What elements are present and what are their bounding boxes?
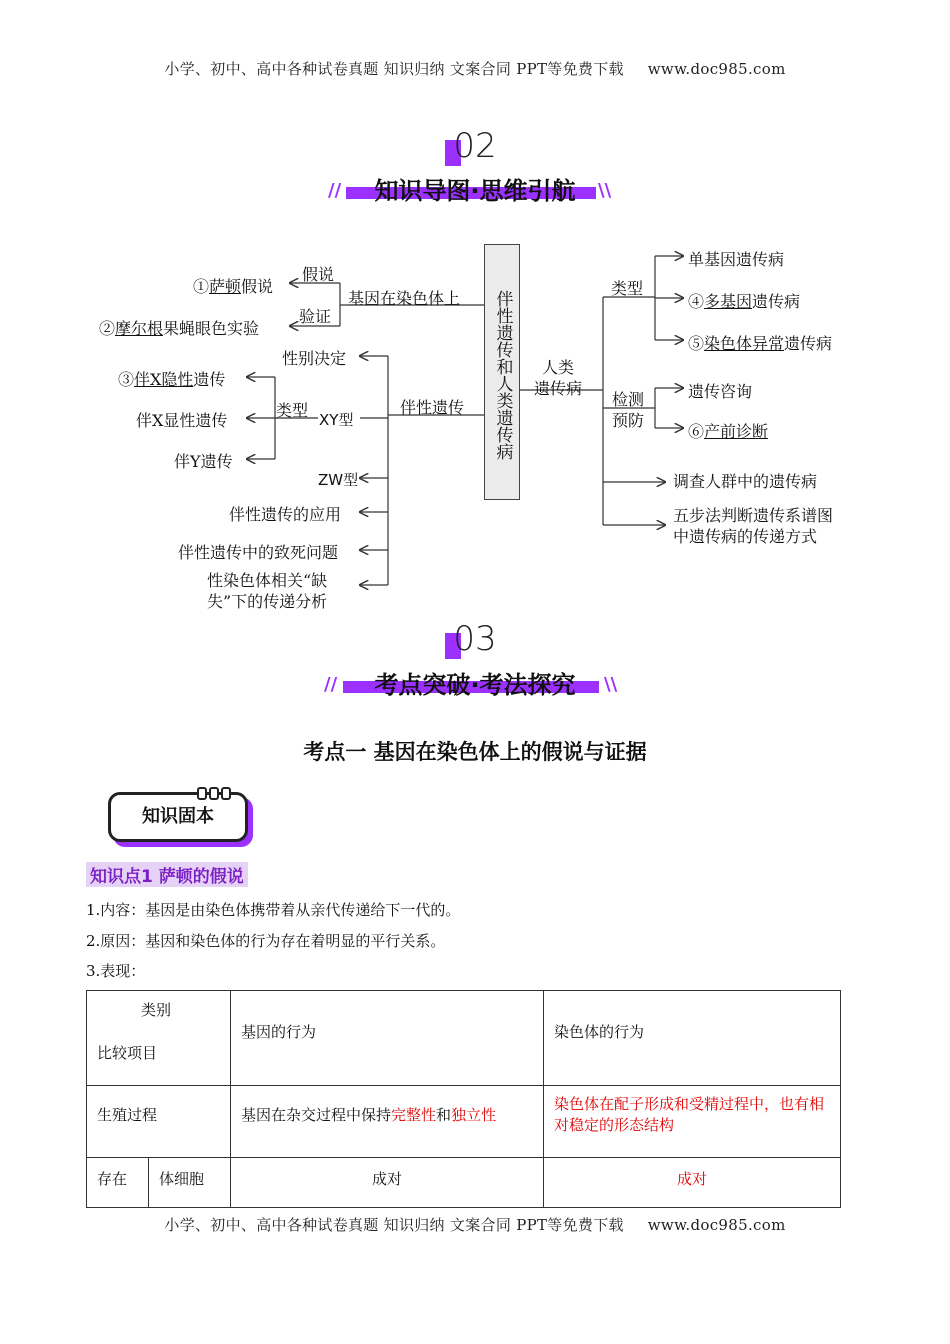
- node-y-linked: 伴Y遗传: [174, 452, 233, 471]
- table-row: [87, 1086, 841, 1158]
- section2-title: 知识导图·思维引航: [374, 177, 576, 205]
- node-zw-type: ZW型: [318, 471, 359, 489]
- node-lethal: 伴性遗传中的致死问题: [178, 543, 339, 562]
- table-header-corner: [87, 991, 231, 1086]
- badge-label: 知识固本: [142, 806, 214, 827]
- node-verify: 验证: [299, 307, 332, 326]
- node-prenatal: ⑥产前诊断: [688, 422, 769, 441]
- table-head-category: 类别: [141, 1001, 172, 1019]
- node-x-recessive: ③伴X隐性遗传: [118, 370, 226, 389]
- node-sutton: ①萨顿假说: [193, 277, 274, 296]
- table-row1-chrom: 染色体在配子形成和受精过程中，也有相对稳定的形态结构: [544, 1086, 841, 1158]
- node-application: 伴性遗传的应用: [229, 505, 342, 524]
- node-detect-line2: 预防: [612, 411, 645, 430]
- paragraph-content: 1.内容：基因是由染色体携带着从亲代传递给下一代的。: [86, 901, 461, 919]
- knowledge-badge: [108, 792, 248, 842]
- node-hypothesis: 假说: [302, 265, 335, 284]
- node-human-line1: 人类: [542, 358, 575, 377]
- node-xy-types-label: 类型: [276, 401, 309, 420]
- node-five-step-line1: 五步法判断遗传系谱图: [673, 506, 834, 525]
- node-multi-gene: ④多基因遗传病: [688, 292, 801, 311]
- node-five-step-line2: 中遗传病的传递方式: [673, 527, 818, 546]
- table-row1-label: 生殖过程: [87, 1086, 231, 1158]
- badge-ring: [209, 787, 219, 800]
- section3-slash-left: //: [324, 674, 338, 695]
- page-footer: [0, 1214, 950, 1235]
- node-missing-line2: 失”下的传递分析: [207, 592, 328, 611]
- paragraph-manifestation: 3.表现：: [86, 962, 146, 980]
- paragraph-reason: 2.原因：基因和染色体的行为存在着明显的平行关系。: [86, 932, 446, 950]
- section2-slash-right: \\: [598, 180, 612, 201]
- node-detect-line1: 检测: [612, 390, 645, 409]
- table-row: [87, 991, 841, 1086]
- node-human-line2: 遗传病: [534, 379, 583, 398]
- node-missing-line1: 性染色体相关“缺: [207, 571, 328, 590]
- table-row: [87, 1158, 841, 1208]
- node-sex-linked: 伴性遗传: [400, 398, 465, 417]
- footer-site: www.doc985.com: [647, 1216, 786, 1234]
- topic-title: 考点一 基因在染色体上的假说与证据: [303, 740, 647, 764]
- header-text: 小学、初中、高中各种试卷真题 知识归纳 文案合同 PPT等免费下载: [164, 60, 624, 78]
- table-row1-gene: 基因在杂交过程中保持完整性和独立性: [231, 1086, 544, 1158]
- section2-slash-left: //: [328, 180, 342, 201]
- knowledge-point-heading: 知识点1 萨顿的假说: [86, 862, 248, 887]
- node-morgan: ②摩尔根果蝇眼色实验: [99, 319, 260, 338]
- table-row2-gene: 成对: [231, 1158, 544, 1208]
- footer-text: 小学、初中、高中各种试卷真题 知识归纳 文案合同 PPT等免费下载: [164, 1216, 624, 1234]
- header-site: www.doc985.com: [647, 60, 786, 78]
- node-counseling: 遗传咨询: [688, 382, 753, 401]
- section2-number: 02: [453, 126, 497, 166]
- node-single-gene: 单基因遗传病: [688, 250, 785, 269]
- node-gene-on-chromosome: 基因在染色体上: [348, 289, 461, 308]
- node-right-types: 类型: [611, 279, 644, 298]
- table-head-chrom: 染色体的行为: [544, 991, 841, 1086]
- comparison-table: [86, 990, 841, 1208]
- node-chromosome-abnormal: ⑤染色体异常遗传病: [688, 334, 833, 353]
- node-survey: 调查人群中的遗传病: [673, 472, 818, 491]
- table-head-gene: 基因的行为: [231, 991, 544, 1086]
- badge-ring: [197, 787, 207, 800]
- node-sex-determination: 性别决定: [282, 349, 347, 368]
- badge-ring: [221, 787, 231, 800]
- section3-title: 考点突破·考法探究: [374, 671, 576, 699]
- node-xy-type: XY型: [319, 411, 354, 429]
- section3-number: 03: [453, 619, 497, 659]
- table-row2-label: 存在: [87, 1158, 149, 1208]
- table-row2-chrom: 成对: [544, 1158, 841, 1208]
- node-x-dominant: 伴X显性遗传: [136, 411, 228, 430]
- section3-slash-right: \\: [604, 674, 618, 695]
- table-head-compare: 比较项目: [97, 1044, 158, 1062]
- mindmap-center: 伴性遗传和人类遗传病: [484, 244, 520, 500]
- table-row2-sub: 体细胞: [149, 1158, 231, 1208]
